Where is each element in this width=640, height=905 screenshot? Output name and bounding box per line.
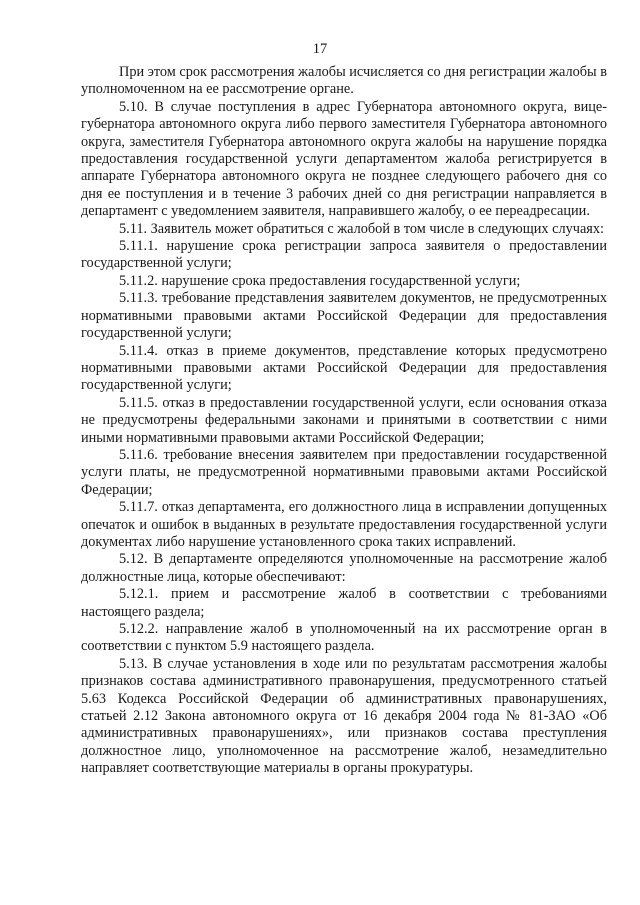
paragraph-5-11-6: 5.11.6. требование внесения заявителем при предоставлении государственной услуги платы, не предусмотренной нормативными правовыми актами Российской Федерации; <box>81 446 607 498</box>
paragraph-5-11-5: 5.11.5. отказ в предоставлении государственной услуги, если основания отказа не предусмотрены федеральными законами и принятыми в соответствии с ними иными нормативными правовыми актами Российской Федерации; <box>81 394 607 446</box>
paragraph-5-11-1: 5.11.1. нарушение срока регистрации запроса заявителя о предоставлении государственной услуги; <box>81 238 607 272</box>
paragraph-5-11-2: 5.11.2. нарушение срока предоставления государственной услуги; <box>119 272 521 289</box>
paragraph-review-term: При этом срок рассмотрения жалобы исчисляется со дня регистрации жалобы в уполномоченном на ее рассмотрение органе. <box>81 64 607 98</box>
paragraph-5-11-7: 5.11.7. отказ департамента, его должностного лица в исправлении допущенных опечаток и ошибок в выданных в результате предоставления государственной услуги документах либо нарушение установленного срока таких исправлений. <box>81 499 607 550</box>
document-body <box>81 64 607 778</box>
paragraph-5-11-3: 5.11.3. требование представления заявителем документов, не предусмотренных нормативными правовыми актами Российской Федерации для предоставления государственной услуги; <box>81 290 607 342</box>
paragraph-5-11: 5.11. Заявитель может обратиться с жалобой в том числе в следующих случаях: <box>119 220 604 237</box>
paragraph-5-12-1: 5.12.1. прием и рассмотрение жалоб в соответствии с требованиями настоящего раздела; <box>81 586 607 620</box>
paragraph-5-10: 5.10. В случае поступления в адрес Губернатора автономного округа, вице-губернатора автономного округа либо первого заместителя Губернатора автономного округа, заместителя Губернатора автономного округа жалобы на нарушение порядка предоставления государственной услуги департаментом жалоба регистрируется в аппарате Губернатора автономного округа не позднее следующего рабочего дня со дня ее поступления и в течение 3 рабочих дней со дня регистрации направляется в департамент с уведомлением заявителя, направившего жалобу, о ее переадресации. <box>81 98 607 220</box>
paragraph-5-13: 5.13. В случае установления в ходе или по результатам рассмотрения жалобы признаков состава административного правонарушения, предусмотренного статьей 5.63 Кодекса Российской Федерации об административных правонарушениях, статьей 2.12 Закона автономного округа от 16 декабря 2004 года № 81-ЗАО «Об административных правонарушениях», или признаков состава преступления должностное лицо, уполномоченное на рассмотрение жалоб, незамедлительно направляет соответствующие материалы в органы прокуратуры. <box>81 655 607 777</box>
page-number: 17 <box>312 41 328 57</box>
paragraph-5-12-2: 5.12.2. направление жалоб в уполномоченный на их рассмотрение орган в соответствии с пунктом 5.9 настоящего раздела. <box>81 621 607 655</box>
paragraph-5-11-4: 5.11.4. отказ в приеме документов, представление которых предусмотрено нормативными правовыми актами Российской Федерации для предоставления государственной услуги; <box>81 342 607 394</box>
paragraph-5-12: 5.12. В департаменте определяются уполномоченные на рассмотрение жалоб должностные лица, которые обеспечивают: <box>81 551 607 585</box>
